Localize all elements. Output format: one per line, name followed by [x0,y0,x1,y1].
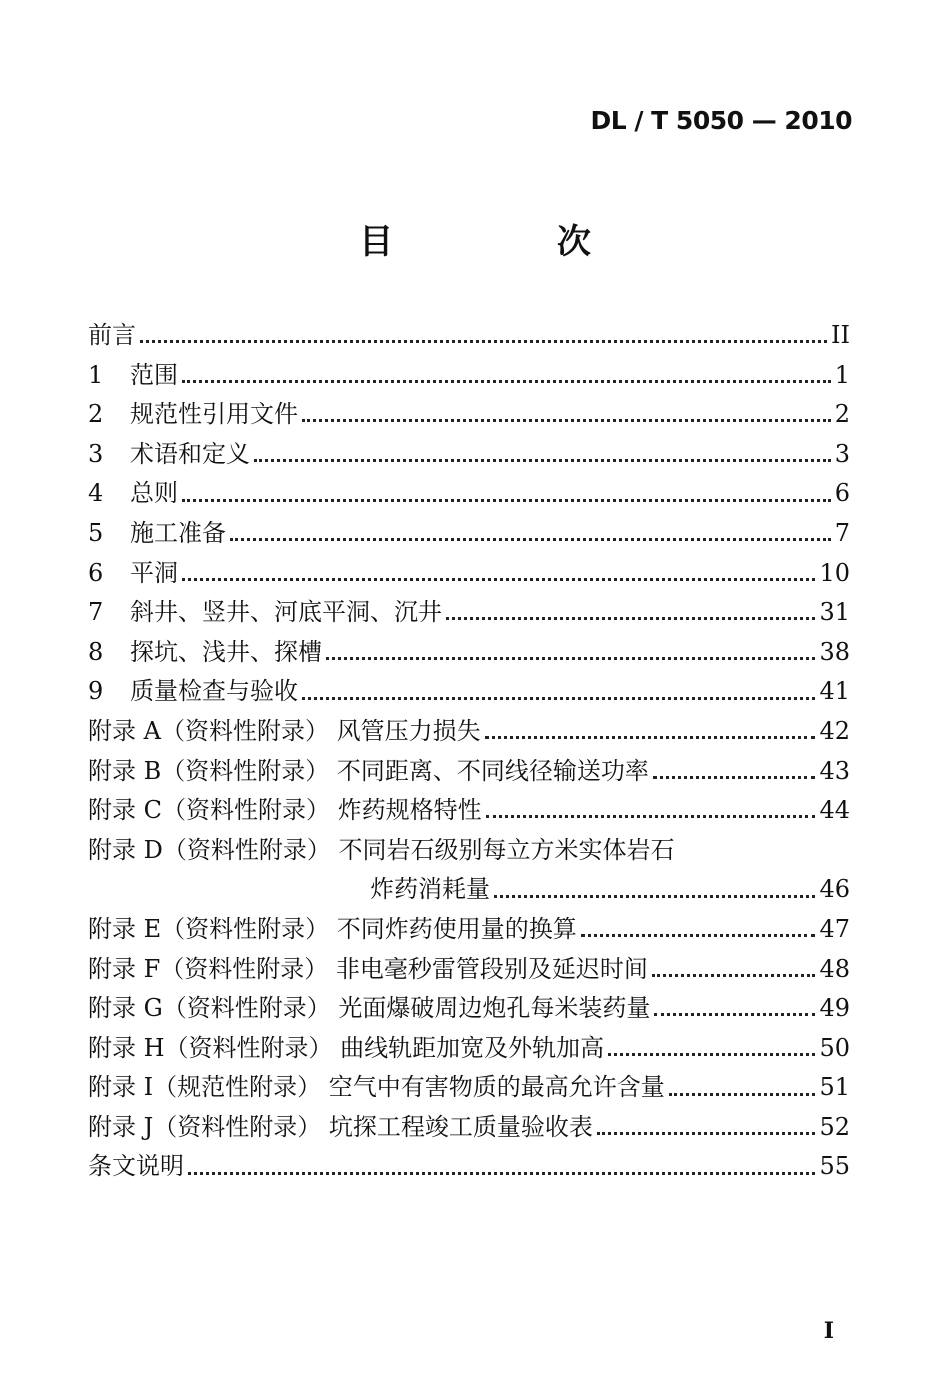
toc-entry-appendix-d-continuation[interactable] [88,870,850,910]
toc-entry-chapter-8[interactable] [88,633,850,673]
toc-entry-label: 附录 H（资料性附录） 曲线轨距加宽及外轨加高 [88,1033,605,1062]
table-of-contents [88,316,850,1187]
toc-entry-appendix-h[interactable] [88,1029,850,1069]
toc-entry-label: 附录 I（规范性附录） 空气中有害物质的最高允许含量 [88,1073,665,1102]
dot-leader [182,380,831,383]
toc-entry-page: 2 [834,400,850,429]
toc-entry-chapter-2[interactable] [88,395,850,435]
toc-entry-page: 42 [819,716,850,745]
toc-entry-explanation[interactable] [88,1147,850,1187]
toc-entry-page: 41 [819,677,850,706]
dot-leader [653,776,816,779]
toc-entry-page: 46 [819,875,850,904]
toc-entry-label: 前言 [88,321,136,349]
dot-leader [669,1093,816,1096]
dot-leader [302,419,831,422]
dot-leader [188,1172,815,1175]
dot-leader [581,934,816,937]
dot-leader [182,578,815,581]
dot-leader [486,815,816,818]
toc-entry-page: 50 [819,1033,850,1062]
dot-leader [654,1013,815,1016]
dot-leader [230,538,831,541]
toc-entry-foreword[interactable] [88,316,850,356]
dot-leader [302,697,815,700]
toc-entry-number: 8 [88,637,104,666]
toc-entry-appendix-e[interactable] [88,910,850,950]
toc-entry-appendix-f[interactable] [88,950,850,990]
toc-entry-label: 施工准备 [130,518,226,547]
dot-leader [597,1132,816,1135]
toc-entry-page: 38 [819,637,850,666]
dot-leader [140,340,827,343]
toc-entry-label: 附录 G（资料性附录） 光面爆破周边炮孔每米装药量 [88,994,651,1023]
toc-entry-chapter-4[interactable] [88,474,850,514]
toc-entry-label: 探坑、浅井、探槽 [130,637,322,666]
toc-entry-label: 附录 B（资料性附录） 不同距离、不同线径输送功率 [88,756,649,785]
toc-entry-label: 斜井、竖井、河底平洞、沉井 [130,598,442,627]
toc-entry-number: 6 [88,558,104,587]
toc-entry-label: 规范性引用文件 [130,400,298,429]
toc-entry-page: 51 [819,1073,850,1102]
toc-entry-page: 52 [819,1112,850,1141]
toc-entry-appendix-g[interactable] [88,989,850,1029]
toc-entry-appendix-c[interactable] [88,791,850,831]
dot-leader [608,1053,815,1056]
toc-entry-page: 10 [819,558,850,587]
dot-leader [494,895,815,898]
toc-entry-appendix-i[interactable] [88,1068,850,1108]
toc-entry-label: 范围 [130,360,178,389]
toc-entry-chapter-6[interactable] [88,554,850,594]
toc-entry-label-continuation: 炸药消耗量 [370,875,490,904]
toc-entry-number: 5 [88,518,104,547]
toc-entry-page: 7 [834,518,850,547]
toc-entry-page: 44 [819,796,850,825]
toc-entry-page: 6 [834,479,850,508]
toc-entry-label: 附录 A（资料性附录） 风管压力损失 [88,716,481,745]
toc-entry-label: 条文说明 [88,1152,184,1181]
toc-entry-page: 55 [819,1152,850,1181]
toc-entry-number: 3 [88,439,104,468]
dot-leader [326,657,815,660]
toc-entry-page: 31 [819,598,850,627]
toc-entry-label: 质量检查与验收 [130,677,298,706]
toc-entry-page: 48 [819,954,850,983]
dot-leader [446,617,815,620]
toc-entry-number: 9 [88,677,104,706]
toc-entry-page: II [831,321,850,349]
toc-entry-appendix-j[interactable] [88,1108,850,1148]
toc-entry-number: 1 [88,360,104,389]
toc-entry-chapter-9[interactable] [88,672,850,712]
toc-entry-page: 1 [834,360,850,389]
dot-leader [182,499,831,502]
toc-entry-number: 2 [88,400,104,429]
toc-entry-label: 附录 D（资料性附录） 不同岩石级别每立方米实体岩石 [88,835,675,864]
toc-entry-label: 平洞 [130,558,178,587]
dot-leader [485,736,816,739]
toc-entry-label: 附录 J（资料性附录） 坑探工程竣工质量验收表 [88,1112,593,1141]
dot-leader [254,459,831,462]
page-title: 目 次 [359,222,667,262]
toc-entry-appendix-d[interactable] [88,831,850,871]
toc-entry-label: 附录 C（资料性附录） 炸药规格特性 [88,796,482,825]
toc-entry-appendix-a[interactable] [88,712,850,752]
toc-entry-chapter-3[interactable] [88,435,850,475]
toc-entry-chapter-5[interactable] [88,514,850,554]
toc-entry-page: 3 [834,439,850,468]
page-number: I [823,1318,834,1344]
toc-entry-page: 43 [819,756,850,785]
toc-entry-number: 7 [88,598,104,627]
toc-entry-chapter-7[interactable] [88,593,850,633]
toc-entry-page: 49 [819,994,850,1023]
toc-entry-label: 术语和定义 [130,439,250,468]
dot-leader [652,974,816,977]
toc-entry-page: 47 [819,914,850,943]
toc-entry-label: 总则 [130,479,178,508]
toc-entry-label: 附录 E（资料性附录） 不同炸药使用量的换算 [88,914,577,943]
document-code: DL / T 5050 — 2010 [590,106,852,135]
toc-entry-label: 附录 F（资料性附录） 非电毫秒雷管段别及延迟时间 [88,954,648,983]
toc-entry-appendix-b[interactable] [88,752,850,792]
toc-entry-chapter-1[interactable] [88,356,850,396]
toc-entry-number: 4 [88,479,104,508]
